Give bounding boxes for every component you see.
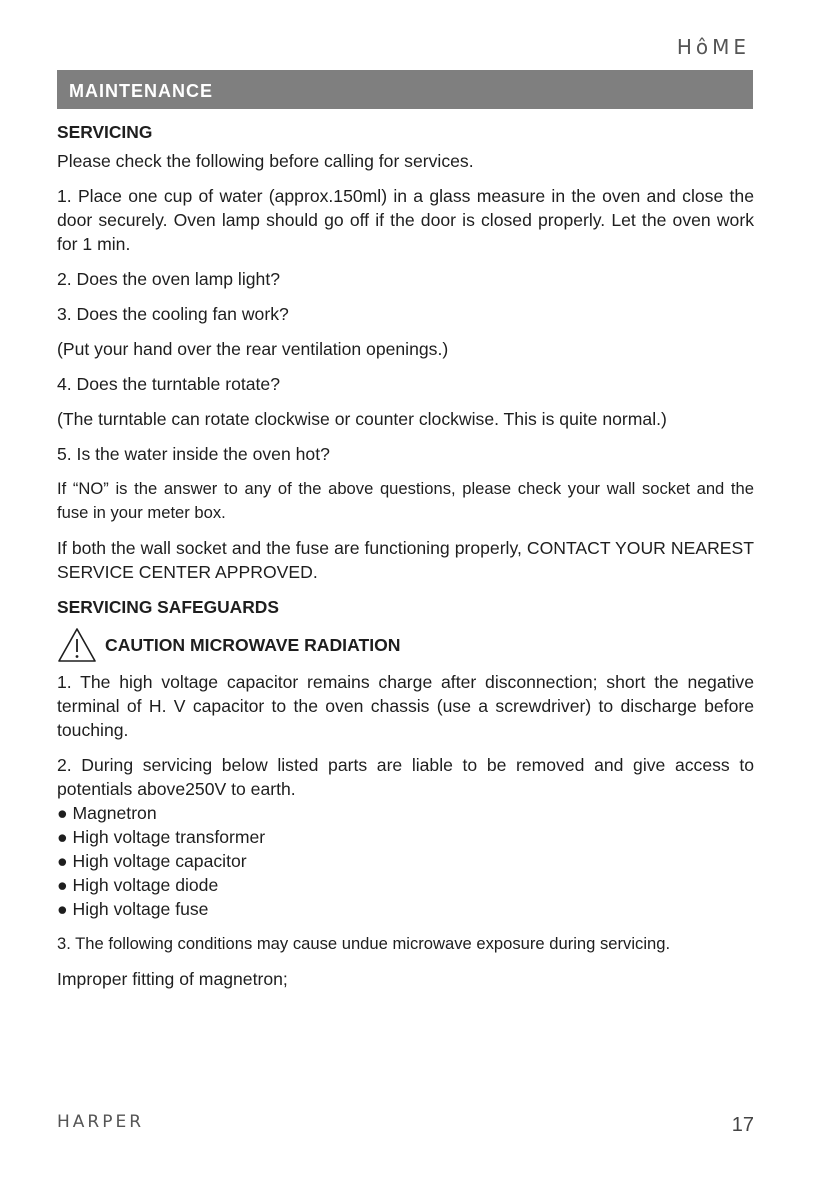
servicing-step: 3. Does the cooling fan work? <box>57 304 289 324</box>
safeguard-item: 3. The following conditions may cause undue microwave exposure during servicing. <box>57 934 671 953</box>
caution-line <box>57 625 754 665</box>
servicing-step: (Put your hand over the rear ventilation openings.) <box>57 339 449 359</box>
harper-logo: HARPER <box>57 1112 145 1132</box>
servicing-step: 5. Is the water inside the oven hot? <box>57 444 330 464</box>
improper-fitting: Improper fitting of magnetron; <box>57 969 288 989</box>
if-no-paragraph: If “NO” is the answer to any of the above questions, please check your wall socket and the fuse in your meter box. <box>57 479 754 522</box>
bullet-item: ● High voltage diode <box>57 875 219 895</box>
bullet-item: ● High voltage fuse <box>57 899 209 919</box>
bullet-item: ● High voltage transformer <box>57 827 266 847</box>
caution-title: CAUTION MICROWAVE RADIATION <box>105 635 401 655</box>
page-number: 17 <box>731 1114 754 1136</box>
page-content <box>57 120 754 991</box>
servicing-intro: Please check the following before calling for services. <box>57 151 474 171</box>
servicing-step: 4. Does the turntable rotate? <box>57 374 280 394</box>
servicing-step: 2. Does the oven lamp light? <box>57 269 280 289</box>
safeguard-item: 1. The high voltage capacitor remains charge after disconnection; short the negative terminal of H. V capacitor to the oven chassis (use a screwdriver) to discharge before touching. <box>57 672 754 740</box>
bullet-item: ● Magnetron <box>57 803 157 823</box>
safeguard-item: 2. During servicing below listed parts are liable to be removed and give access to potentials above250V to earth. <box>57 755 754 799</box>
servicing-heading: SERVICING <box>57 122 153 142</box>
servicing-step: (The turntable can rotate clockwise or counter clockwise. This is quite normal.) <box>57 409 667 429</box>
servicing-step: 1. Place one cup of water (approx.150ml) in a glass measure in the oven and close the door securely. Oven lamp should go off if the door is closed properly. Let the oven work for 1 min. <box>57 186 754 254</box>
home-logo: HôME <box>676 35 750 59</box>
if-both-paragraph: If both the wall socket and the fuse are functioning properly, CONTACT YOUR NEAREST SERVICE CENTER APPROVED. <box>57 538 754 582</box>
bullet-item: ● High voltage capacitor <box>57 851 247 871</box>
section-banner: MAINTENANCE <box>57 70 753 109</box>
warning-triangle-icon <box>57 627 97 663</box>
safeguards-heading: SERVICING SAFEGUARDS <box>57 597 279 617</box>
